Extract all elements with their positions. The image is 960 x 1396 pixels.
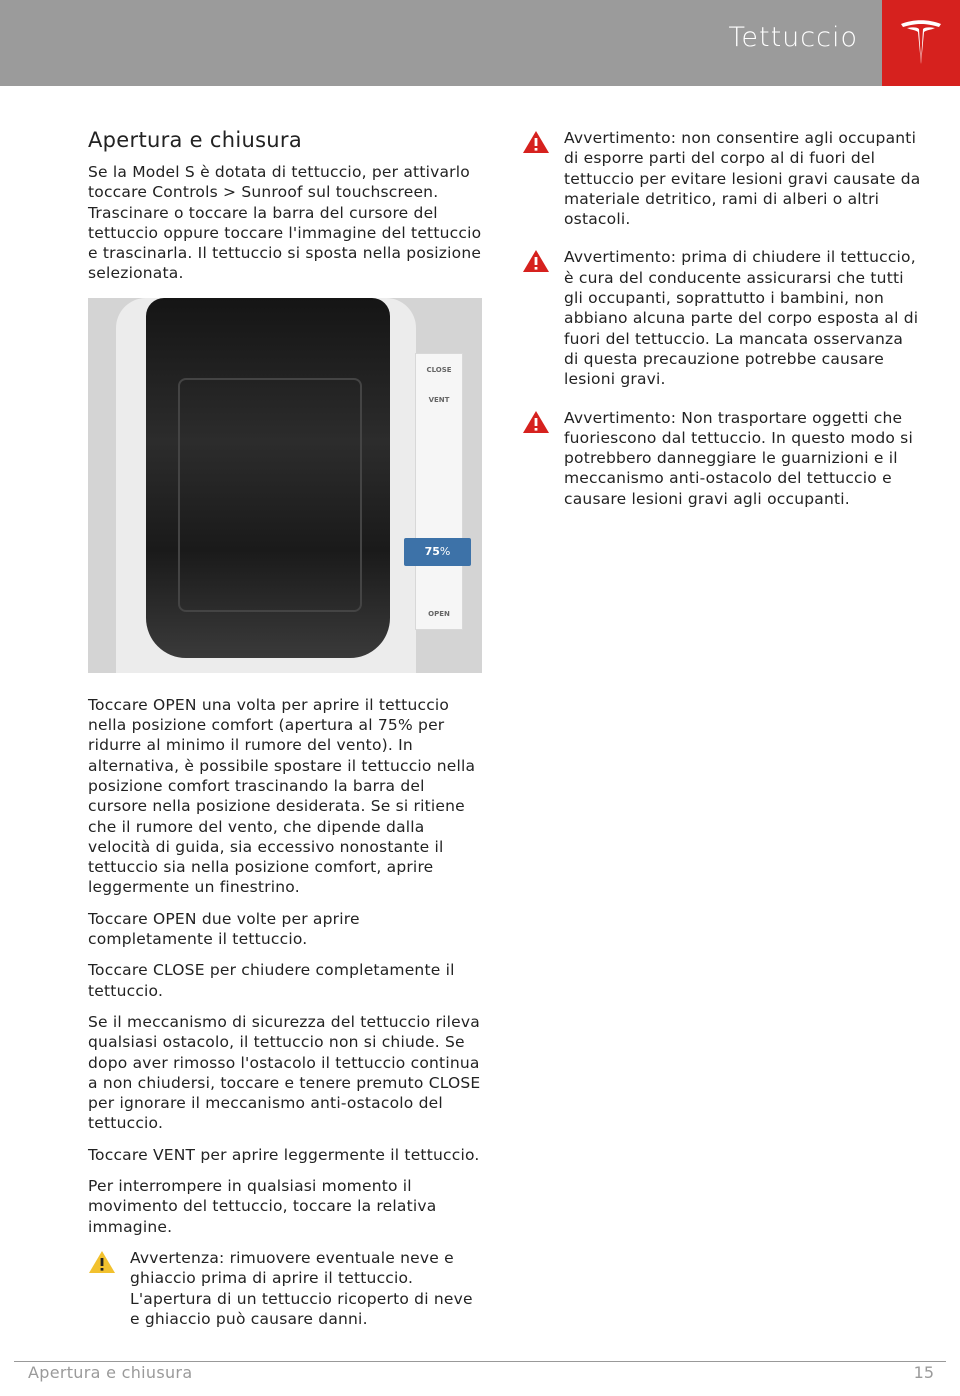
close-label: CLOSE — [426, 365, 452, 374]
tesla-logo — [882, 0, 960, 86]
slider-value: 75 — [424, 544, 440, 558]
body-paragraph: Toccare OPEN una volta per aprire il tettuccio nella posizione comfort (apertura al 75% per ridurre al minimo il rumore del vento). In alternativa, è possibile spostare il tettuccio nella posizione comfort trascinando la barra del cursore nella posizione desiderata. Se si ritiene che il rumore del vento, che dipende dalla velocità di guida, sia eccessivo nonostante il tettuccio sia nella posizione comfort, aprire leggermente un finestrino. — [88, 695, 476, 897]
intro-paragraph: Se la Model S è dotata di tettuccio, per attivarlo toccare Controls > Sunroof sul touchscreen. Trascinare o toccare la barra del cursore del tettuccio oppure toccare l'immagine del tettuccio e trascinarla. Il tettuccio si sposta nella posizione selezionata. — [88, 163, 482, 283]
caution-text: Avvertenza: rimuovere eventuale neve e ghiaccio prima di aprire il tettuccio. L'apertura di un tettuccio ricoperto di neve e ghiaccio può causare danni. — [130, 1248, 473, 1328]
warning-text: Avvertimento: prima di chiudere il tettuccio, è cura del conducente assicurarsi che tutti gli occupanti, soprattutto i bambini, non abbiano alcuna parte del corpo esposta al di fuori del tettuccio. La mancata osservanza di questa precauzione potrebbe causare lesioni gravi. — [564, 248, 919, 389]
footer-section-title: Apertura e chiusura — [28, 1363, 193, 1382]
warning-note — [522, 247, 922, 389]
chapter-title: Tettuccio — [728, 22, 858, 53]
tesla-logo-icon — [899, 18, 943, 66]
section-heading: Apertura e chiusura — [88, 128, 303, 152]
caution-yellow-icon — [88, 1250, 116, 1274]
vent-label: VENT — [428, 395, 450, 404]
body-paragraph: Toccare VENT per aprire leggermente il tettuccio. — [88, 1145, 480, 1164]
page-number: 15 — [913, 1363, 934, 1382]
sunroof-frame — [178, 378, 362, 612]
body-paragraph: Toccare CLOSE per chiudere completamente il tettuccio. — [88, 961, 455, 1000]
open-label: OPEN — [428, 609, 450, 618]
left-column — [88, 128, 484, 1347]
warning-note — [522, 128, 922, 229]
warning-text: Avvertimento: non consentire agli occupanti di esporre parti del corpo al di fuori del tettuccio per evitare lesioni gravi causate da materiale detritico, rami di alberi o altri ostacoli. — [564, 129, 921, 229]
slider-unit: % — [439, 544, 451, 558]
warning-note — [522, 408, 922, 509]
warning-red-icon — [522, 410, 550, 434]
sunroof-slider-track — [415, 353, 463, 630]
caution-note — [88, 1248, 484, 1329]
footer-divider — [14, 1361, 946, 1362]
sunroof-slider-thumb — [404, 538, 471, 566]
body-paragraph: Per interrompere in qualsiasi momento il movimento del tettuccio, toccare la relativa immagine. — [88, 1177, 437, 1236]
body-paragraph: Se il meccanismo di sicurezza del tettuccio rileva qualsiasi ostacolo, il tettuccio non si chiude. Se dopo aver rimosso l'ostacolo il tettuccio continua a non chiudersi, toccare e tenere premuto CLOSE per ignorare il meccanismo anti-ostacolo del tettuccio. — [88, 1012, 481, 1133]
sunroof-control-figure — [88, 298, 482, 673]
warning-red-icon — [522, 249, 550, 273]
warning-red-icon — [522, 130, 550, 154]
body-paragraph: Toccare OPEN due volte per aprire completamente il tettuccio. — [88, 909, 360, 949]
page-header — [0, 0, 960, 86]
warning-text: Avvertimento: Non trasportare oggetti che fuoriescono dal tettuccio. In questo modo si potrebbero danneggiare le guarnizioni e il meccanismo anti-ostacolo del tettuccio e causare lesioni gravi agli occupanti. — [564, 408, 913, 508]
right-column — [522, 128, 922, 527]
